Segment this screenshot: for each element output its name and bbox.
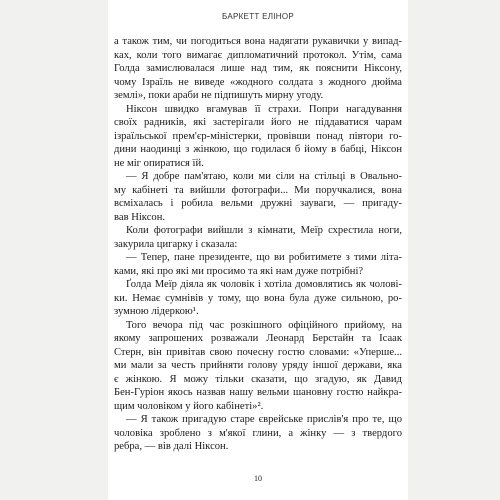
text-line: ізраїльської прем'єр-міністерки, провівши понад півтори го- bbox=[114, 130, 402, 142]
running-header: БАРКЕТТ ЕЛІНОР bbox=[221, 12, 295, 21]
text-line: землі», поки араби не підпишуть мирну угоду. bbox=[114, 90, 324, 101]
text-line: ми мали за честь прийняти голову уряду іншої держави, яка bbox=[114, 360, 402, 371]
page-number: 10 bbox=[254, 474, 262, 483]
text-line: — Я також пригадую старе єврейське прислів'я про те, що bbox=[126, 414, 402, 425]
text-line: Стерн, він привітав свою почесну гостю словами: «Уперше... bbox=[114, 346, 402, 358]
text-line: Того вечора під час розкішного офіційного прийому, на bbox=[126, 319, 402, 331]
text-line: зумною лідеркою¹. bbox=[114, 306, 199, 317]
text-line: дини наодинці з жінкою, що годилася б йому в бабці, Ніксон bbox=[114, 144, 402, 155]
text-line: ках, коли того вимагає дипломатичний протокол. Утім, сама bbox=[114, 49, 402, 61]
text-line: ки. Немає сумнівів у тому, що вона була дуже сильною, ро- bbox=[114, 292, 402, 304]
text-line: Ґолда Меїр діяла як чоловік і хотіла домовлятись як чолові- bbox=[126, 279, 402, 290]
text-line: всміхалась і робила вельми дружні зауваги, — пригаду- bbox=[114, 198, 402, 209]
text-line: не міг опиратися їй. bbox=[114, 157, 204, 169]
text-line: Бен-Гуріон якось назвав нашу вельми шановну гостю найкра- bbox=[114, 387, 402, 398]
text-line: якому запрошених розважали Леонард Берстайн та Ісаак bbox=[114, 333, 402, 344]
text-line: ками, які про які ми просимо та які нам дуже потрібні? bbox=[114, 265, 364, 277]
text-line: а також тим, чи погодиться вона надягати рукавички у випад- bbox=[114, 36, 402, 47]
text-line: щим чоловіком у його кабінеті»². bbox=[114, 400, 264, 412]
text-line: Ніксон швидко вгамував її страхи. Попри нагадування bbox=[126, 103, 402, 115]
text-line: своїх радників, які застерігали його не піддаватися чарам bbox=[114, 117, 402, 128]
text-line: чому Ізраїль не виведе «жодного солдата з жодного дюйма bbox=[114, 76, 402, 88]
text-line: Коли фотографи вийшли з кімнати, Меїр схрестила ноги, bbox=[126, 225, 402, 236]
text-line: є жінкою. Я можу тільки сказати, що згадую, як Давид bbox=[114, 373, 402, 385]
text-line: вав Ніксон. bbox=[114, 211, 166, 223]
text-line: чоловіка зроблено з м'якої глини, а жінку — з твердого bbox=[114, 427, 402, 439]
text-line: — Я добре пам'ятаю, коли ми сіли на стільці в Овально- bbox=[126, 171, 402, 182]
text-line: Голда замислювалася лише над тим, як пояснити Ніксону, bbox=[114, 63, 402, 74]
text-line: закурила цигарку і сказала: bbox=[114, 238, 238, 250]
text-line: — Тепер, пане президенте, що ви робитимете з тими літа- bbox=[126, 252, 402, 263]
book-page bbox=[108, 0, 408, 500]
text-line: му кабінеті та вийшли фотографи... Ми поручкалися, вона bbox=[114, 184, 402, 196]
text-line: ребра, — вів далі Ніксон. bbox=[114, 441, 229, 452]
body-text bbox=[114, 35, 402, 454]
